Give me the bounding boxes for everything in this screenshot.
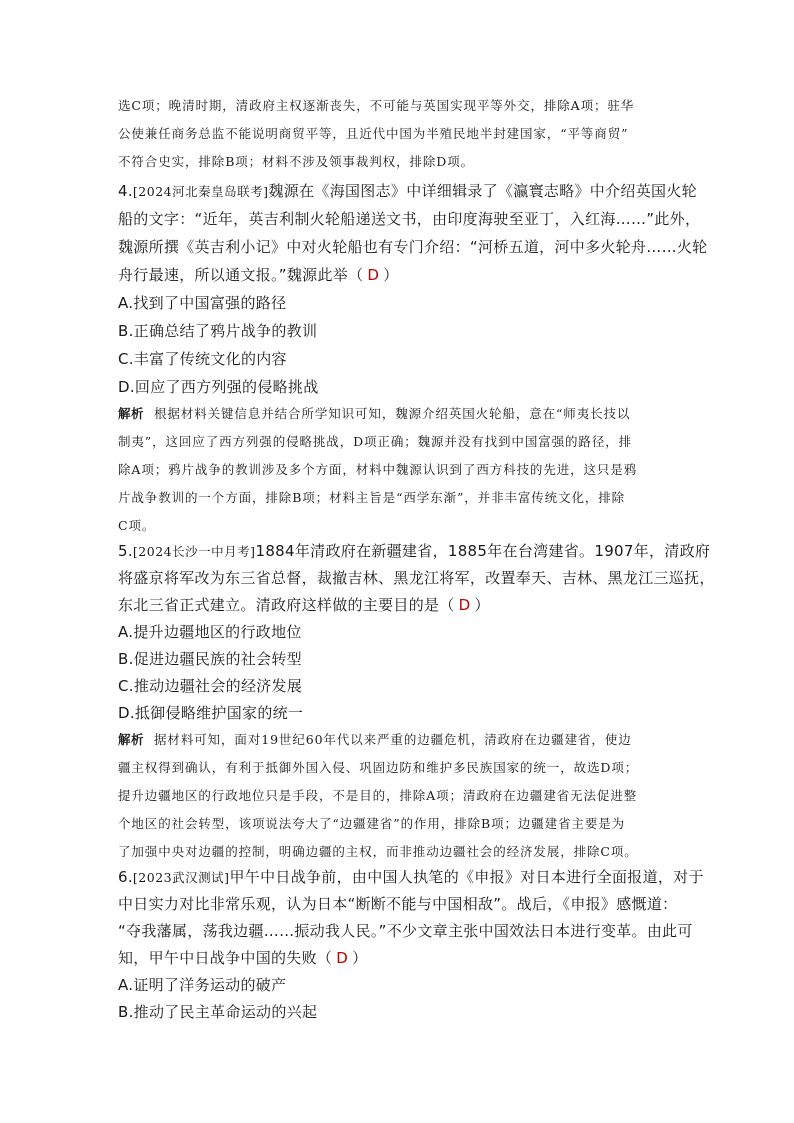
explanation-text: 据材料可知，面对19世纪60年代以来严重的边疆危机，清政府在边疆建省，使边: [154, 732, 632, 747]
question-number: 4.: [118, 182, 133, 200]
explanation-line-4: 个地区的社会转型，该项说法夸大了“边疆建省”的作用，排除B项；边疆建省主要是为: [118, 816, 626, 831]
prev-explanation-line-1: 选C项；晚清时期，清政府主权逐渐丧失，不可能与英国实现平等外交，排除A项；驻华: [118, 98, 635, 113]
explanation-line-2: 疆主权得到确认，有利于抵御外国入侵、巩固边防和维护多民族国家的统一，故选D项；: [118, 760, 639, 775]
question-4-line-1: [118, 180, 697, 201]
answer-mark: D: [458, 596, 471, 614]
option-c: C.丰富了传统文化的内容: [118, 350, 287, 368]
prev-explanation-line-3: 不符合史实，排除B项；材料不涉及领事裁判权，排除D项。: [118, 154, 475, 169]
explanation-line-3: 提升边疆地区的行政地位只是手段，不是目的，排除A项；清政府在边疆建省无法促进整: [118, 788, 638, 803]
question-text: ）: [474, 596, 490, 614]
explanation-line-1: [118, 404, 630, 422]
option-a: A.证明了洋务运动的破产: [118, 976, 287, 994]
question-5-line-2: 将盛京将军改为东三省总督，裁撤吉林、黑龙江将军，改置奉天、吉林、黑龙江三巡抚，: [118, 569, 715, 587]
option-c: C.推动边疆社会的经济发展: [118, 677, 303, 695]
question-number: 5.: [118, 542, 133, 560]
option-d: D.回应了西方列强的侵略挑战: [118, 378, 319, 396]
question-4-line-4: [118, 264, 399, 285]
question-6-line-1: [118, 866, 704, 887]
option-d: D.抵御侵略维护国家的统一: [118, 704, 304, 722]
option-a: A.提升边疆地区的行政地位: [118, 623, 302, 641]
question-text: ）: [383, 266, 399, 284]
question-text: 魏源在《海国图志》中详细辑录了《瀛寰志略》中介绍英国火轮: [268, 182, 697, 200]
explanation-line-4: 片战争教训的一个方面，排除B项；材料主旨是“西学东渐”，并非丰富传统文化，排除: [118, 490, 626, 505]
option-b: B.促进边疆民族的社会转型: [118, 650, 302, 668]
question-source: [2024长沙一中月考]: [132, 544, 256, 559]
question-6-line-2: 中日实力对比非常乐观，认为日本“断断不能与中国相敌”。战后，《申报》感慨道：: [118, 895, 678, 913]
question-6-line-3: “夺我藩属，荡我边疆……振动我人民。”不少文章主张中国效法日本进行变革。由此可: [118, 922, 693, 940]
question-text: 1884年清政府在新疆建省，1885年在台湾建省。1907年，清政府: [255, 542, 711, 560]
explanation-line-5: C项。: [118, 518, 156, 533]
question-6-line-4: [118, 947, 367, 968]
explanation-line-1: [118, 730, 632, 748]
question-number: 6.: [118, 868, 133, 886]
question-5-line-1: [118, 540, 710, 561]
explanation-line-5: 了加强中央对边疆的控制，明确边疆的主权，而非推动边疆社会的经济发展，排除C项。: [118, 844, 638, 859]
prev-explanation-line-2: 公使兼任商务总监不能说明商贸平等，且近代中国为半殖民地半封建国家，“平等商贸”: [118, 126, 629, 141]
question-5-line-3: [118, 594, 490, 615]
explanation-label: 解析: [118, 732, 145, 747]
answer-mark: D: [336, 949, 349, 967]
explanation-line-2: 制夷”，这回应了西方列强的侵略挑战，D项正确；魏源并没有找到中国富强的路径，排: [118, 434, 633, 449]
option-b: B.推动了民主革命运动的兴起: [118, 1003, 318, 1021]
answer-mark: D: [367, 266, 380, 284]
explanation-text: 根据材料关键信息并结合所学知识可知，魏源介绍英国火轮船，意在“师夷长技以: [154, 406, 631, 421]
question-text: 甲午中日战争前，由中国人执笔的《申报》对日本进行全面报道，对于: [229, 868, 704, 886]
option-b: B.正确总结了鸦片战争的教训: [118, 322, 318, 340]
question-text: 舟行最速，所以通文报。”魏源此举（: [118, 266, 364, 284]
option-a: A.找到了中国富强的路径: [118, 294, 287, 312]
question-text: 东北三省正式建立。清政府这样做的主要目的是（: [118, 596, 455, 614]
question-4-line-2: 船的文字：“近年，英吉利制火轮船递送文书，由印度海驶至亚丁，入红海……”此外，: [118, 210, 701, 228]
question-text: 知，甲午中日战争中国的失败（: [118, 949, 333, 967]
question-4-line-3: 魏源所撰《英吉利小记》中对火轮船也有专门介绍：“河桥五道，河中多火轮舟……火轮: [118, 238, 708, 256]
explanation-label: 解析: [118, 406, 145, 421]
question-source: [2024河北秦皇岛联考]: [132, 184, 269, 199]
question-text: ）: [352, 949, 368, 967]
explanation-line-3: 除A项；鸦片战争的教训涉及多个方面，材料中魏源认识到了西方科技的先进，这只是鸦: [118, 462, 638, 477]
question-source: [2023武汉测试]: [132, 870, 230, 885]
